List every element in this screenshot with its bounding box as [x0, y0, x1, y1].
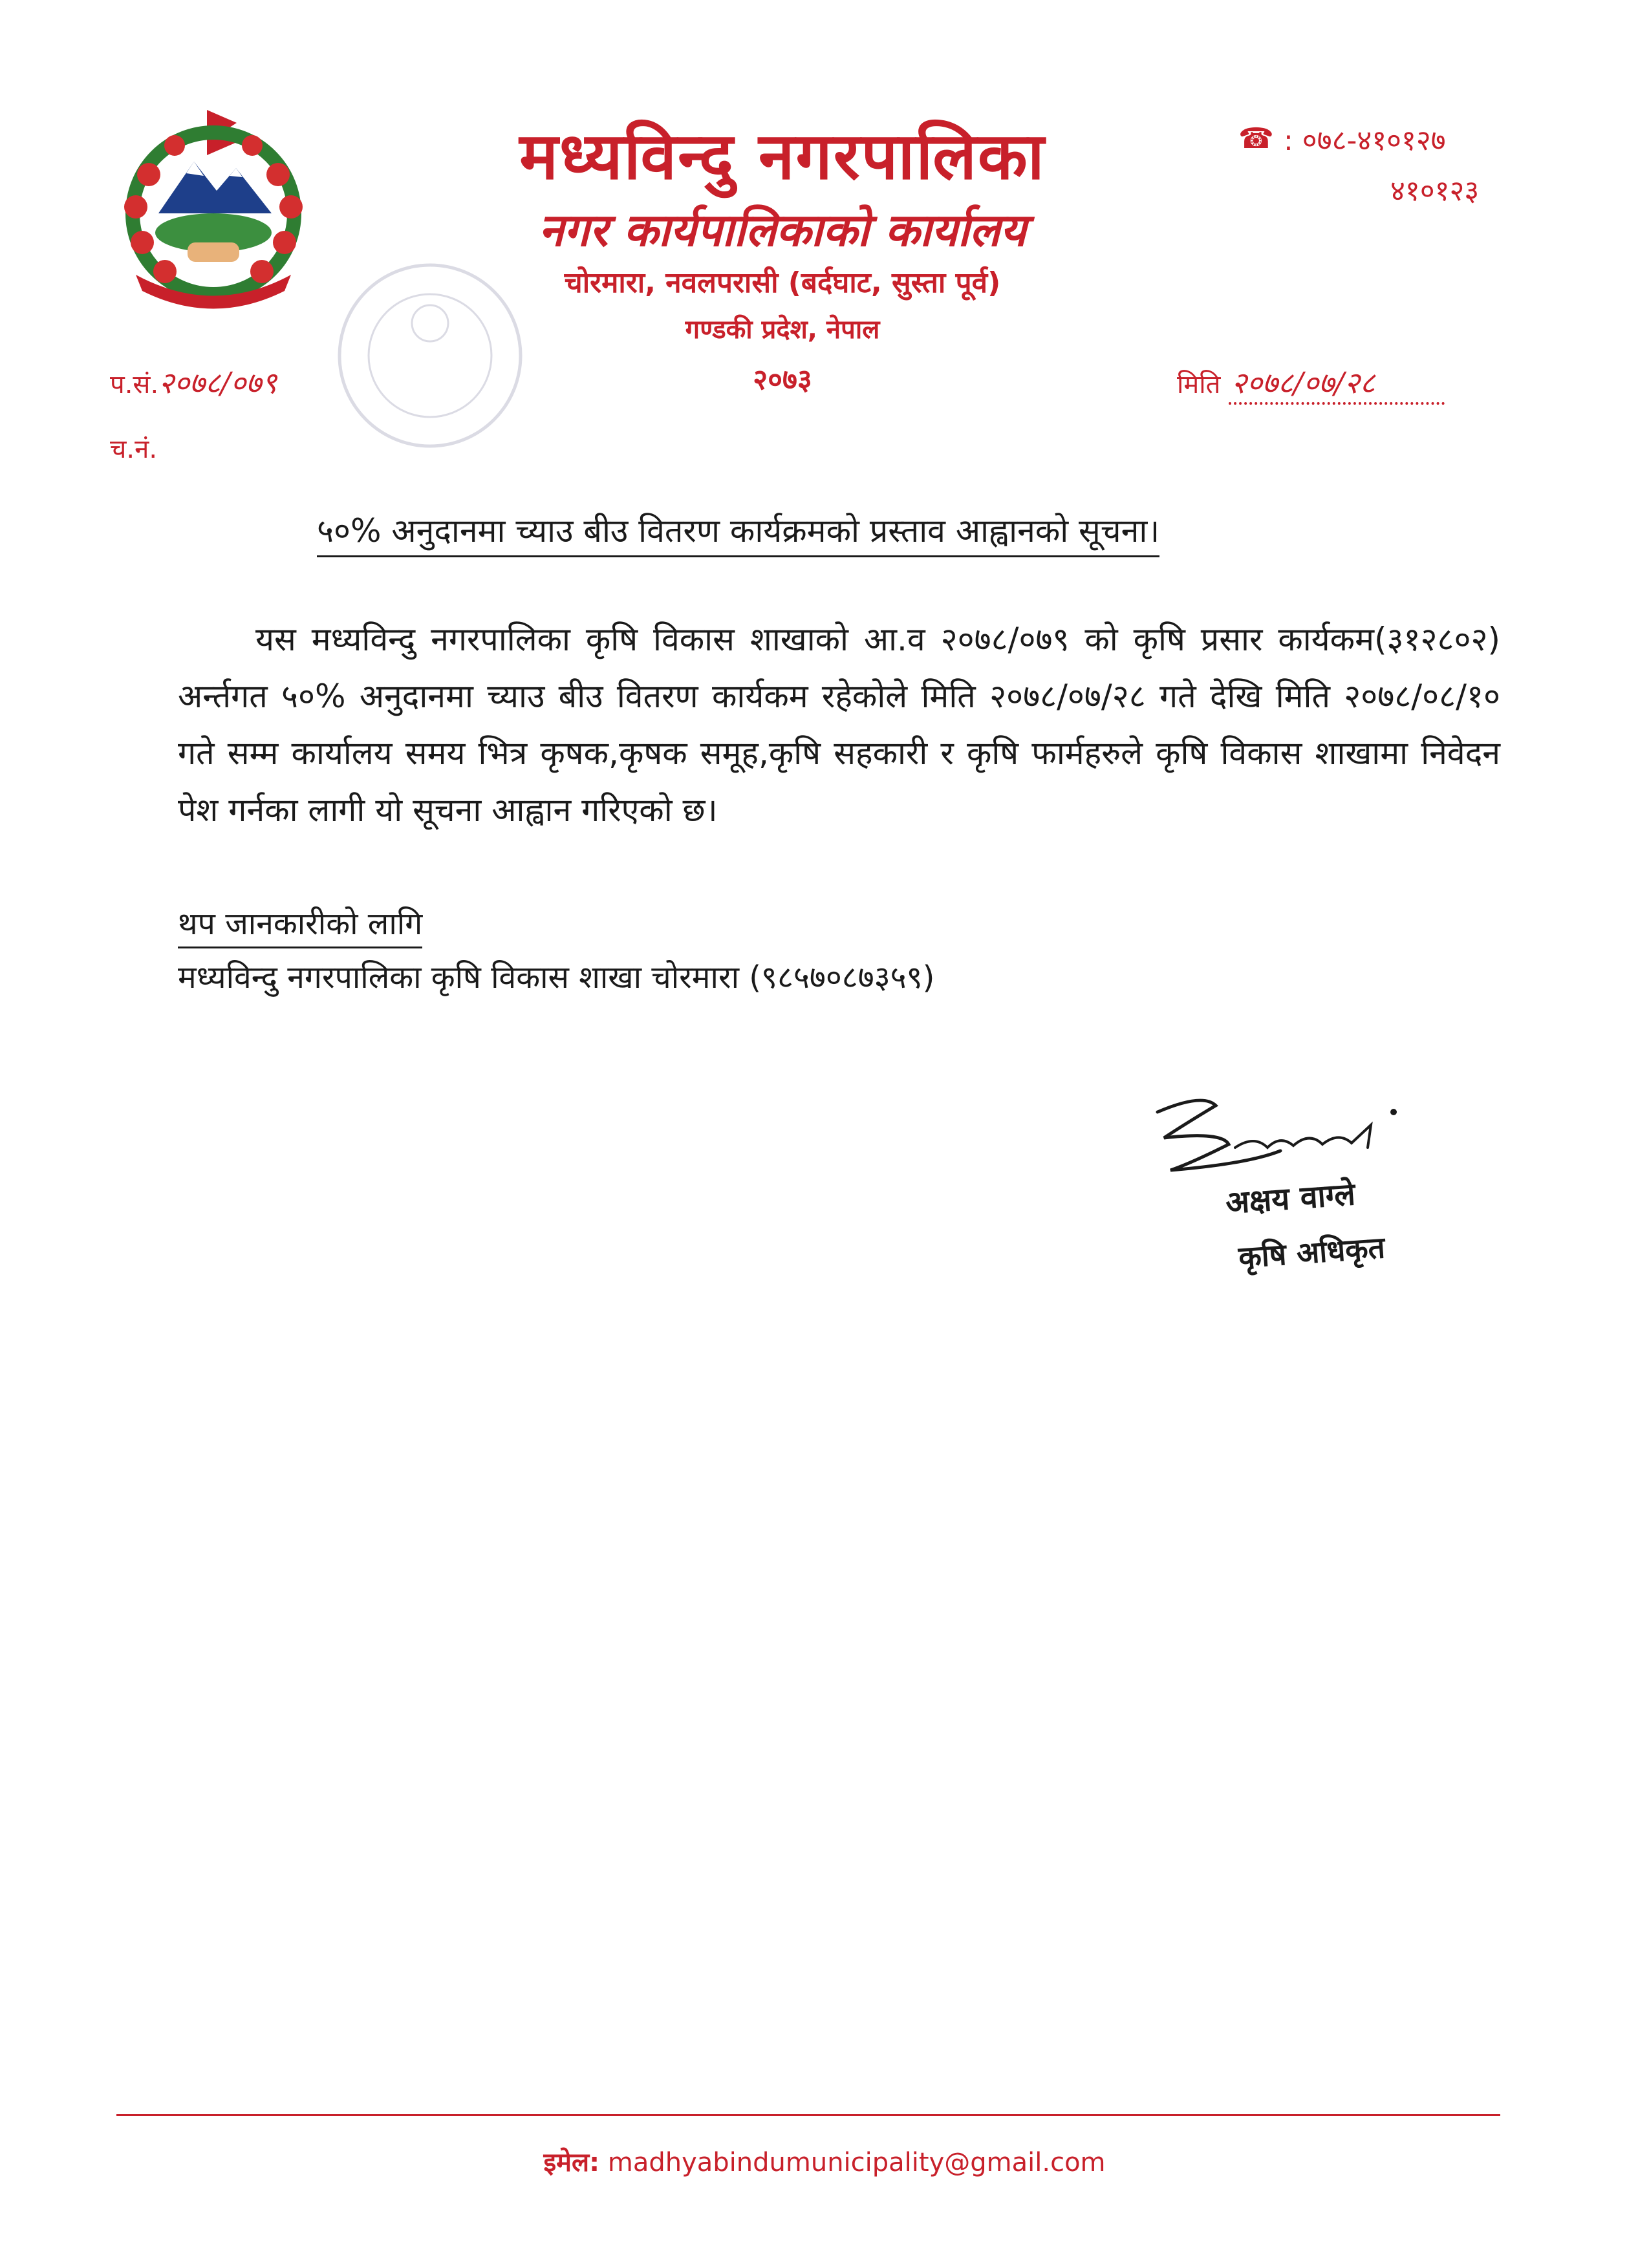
province-line: गण्डकी प्रदेश, नेपाल	[685, 315, 880, 345]
footer-email-line	[0, 2143, 1649, 2179]
nepal-emblem-icon	[110, 103, 317, 317]
email-label: इमेल:	[543, 2148, 600, 2177]
date-line	[1177, 362, 1445, 405]
date-label: मिति	[1177, 370, 1221, 400]
email-address: madhyabindumunicipality@gmail.com	[607, 2148, 1106, 2177]
phone-block	[1238, 120, 1523, 209]
more-info-label: थप जानकारीको लागि	[178, 902, 422, 948]
phone-secondary: ४१०१२३	[1390, 175, 1480, 208]
reference-number-line	[110, 362, 277, 402]
contact-line: मध्यविन्दु नगरपालिका कृषि विकास शाखा चोरमारा (९८५७०८७३५९)	[178, 959, 935, 996]
dispatch-number-label: च.नं.	[110, 434, 158, 464]
established-year: २०७३	[753, 363, 812, 396]
signer-title: कृषि अधिकृत	[1237, 1230, 1386, 1275]
office-name: नगर कार्यपालिकाको कार्यालय	[538, 204, 1027, 257]
phone-primary: : ०७८-४१०१२७	[1284, 124, 1446, 157]
signature-mark	[1145, 1086, 1416, 1183]
notice-body-paragraph: यस मध्यविन्दु नगरपालिका कृषि विकास शाखाको आ.व २०७८/०७९ को कृषि प्रसार कार्यकम(३१२८०२) अर्न्तगत ५०% अनुदानमा च्याउ बीउ वितरण कार्यकम रहेकोले मिति २०७८/०७/२८ गते देखि मिति २०७८/०८/१० गते सम्म कार्यालय समय भित्र कृषक,कृषक समूह,कृषि सहकारी र कृषि फार्महरुले कृषि विकास शाखामा निवेदन पेश गर्नका लागी यो सूचना आह्वान गरिएको छ।	[178, 621, 1500, 829]
footer-divider	[116, 2114, 1500, 2116]
signer-name: अक्षय वाग्ले	[1224, 1176, 1357, 1221]
date-value: २०७८/०७/२८	[1229, 362, 1445, 405]
reference-label: प.सं.	[110, 370, 159, 400]
org-name: मध्यविन्दु नगरपालिका	[519, 118, 1046, 194]
office-address: चोरमारा, नवलपरासी (बर्दघाट, सुस्ता पूर्व)	[564, 266, 1001, 299]
notice-body	[178, 611, 1500, 839]
notice-title: ५०% अनुदानमा च्याउ बीउ वितरण कार्यक्रमको प्रस्ताव आह्वानको सूचना।	[317, 508, 1159, 557]
reference-value: २०७८/०७९	[158, 365, 277, 400]
telephone-icon: ☎	[1238, 122, 1274, 155]
office-stamp	[327, 252, 534, 459]
